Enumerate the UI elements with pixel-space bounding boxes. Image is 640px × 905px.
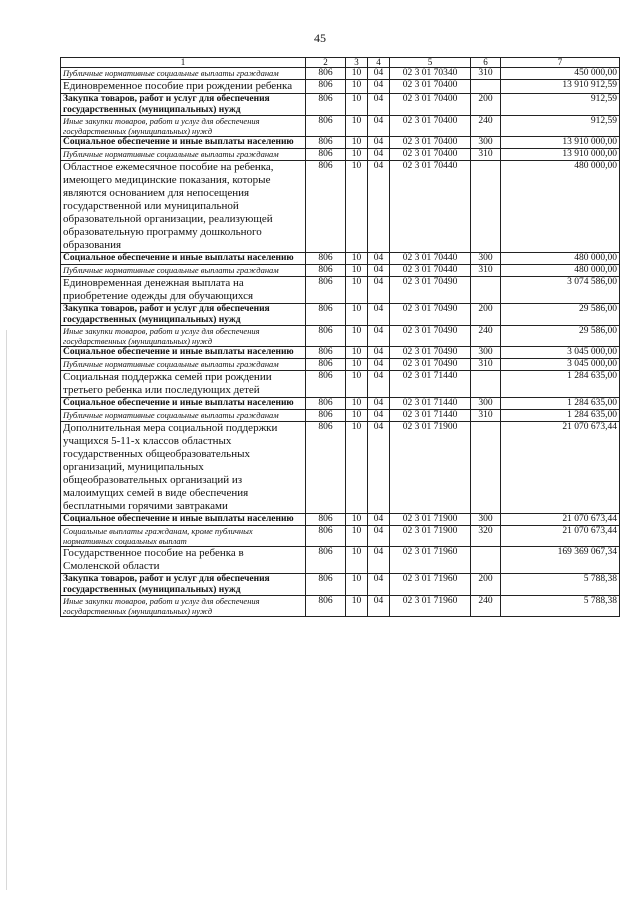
subsection-code: 04 xyxy=(368,596,390,617)
subsection-code: 04 xyxy=(368,514,390,526)
amount: 5 788,38 xyxy=(501,574,620,596)
admin-code: 806 xyxy=(306,596,346,617)
amount: 21 070 673,44 xyxy=(501,422,620,514)
item-name: Социальное обеспечение и иные выплаты населению xyxy=(61,347,306,359)
item-name: Единовременная денежная выплата на приобретение одежды для обучающихся xyxy=(61,277,306,304)
amount: 1 284 635,00 xyxy=(501,410,620,422)
target-article-code: 02 3 01 70440 xyxy=(390,253,471,265)
expense-type-code: 240 xyxy=(471,116,501,137)
amount: 1 284 635,00 xyxy=(501,398,620,410)
amount: 3 045 000,00 xyxy=(501,359,620,371)
amount: 1 284 635,00 xyxy=(501,371,620,398)
amount: 912,59 xyxy=(501,116,620,137)
expense-type-code: 310 xyxy=(471,68,501,80)
expense-type-code: 300 xyxy=(471,347,501,359)
admin-code: 806 xyxy=(306,326,346,347)
admin-code: 806 xyxy=(306,410,346,422)
table-row xyxy=(61,68,620,80)
admin-code: 806 xyxy=(306,80,346,94)
admin-code: 806 xyxy=(306,137,346,149)
section-code: 10 xyxy=(346,371,368,398)
target-article-code: 02 3 01 70400 xyxy=(390,80,471,94)
item-name: Публичные нормативные социальные выплаты гражданам xyxy=(61,68,306,80)
item-name: Дополнительная мера социальной поддержки учащихся 5-11-х классов областных государственных общеобразовательных организаций, муниципальных общеобразовательных организаций из малоимущих семей в виде обеспечения бесплатными горячими завтраками xyxy=(61,422,306,514)
subsection-code: 04 xyxy=(368,137,390,149)
item-name: Закупка товаров, работ и услуг для обеспечения государственных (муниципальных) нужд xyxy=(61,304,306,326)
target-article-code: 02 3 01 70340 xyxy=(390,68,471,80)
admin-code: 806 xyxy=(306,304,346,326)
expense-type-code xyxy=(471,547,501,574)
target-article-code: 02 3 01 70490 xyxy=(390,304,471,326)
amount: 21 070 673,44 xyxy=(501,526,620,547)
section-code: 10 xyxy=(346,161,368,253)
admin-code: 806 xyxy=(306,149,346,161)
item-name: Публичные нормативные социальные выплаты гражданам xyxy=(61,410,306,422)
target-article-code: 02 3 01 70400 xyxy=(390,149,471,161)
section-code: 10 xyxy=(346,116,368,137)
amount: 480 000,00 xyxy=(501,265,620,277)
table-row xyxy=(61,547,620,574)
subsection-code: 04 xyxy=(368,371,390,398)
admin-code: 806 xyxy=(306,161,346,253)
section-code: 10 xyxy=(346,398,368,410)
amount: 3 074 586,00 xyxy=(501,277,620,304)
target-article-code: 02 3 01 70490 xyxy=(390,347,471,359)
table-row xyxy=(61,116,620,137)
amount: 13 910 000,00 xyxy=(501,149,620,161)
amount: 450 000,00 xyxy=(501,68,620,80)
item-name: Иные закупки товаров, работ и услуг для обеспечения государственных (муниципальных) нужд xyxy=(61,596,306,617)
column-header: 2 xyxy=(306,58,346,68)
table-row xyxy=(61,410,620,422)
expense-type-code: 300 xyxy=(471,137,501,149)
item-name: Публичные нормативные социальные выплаты гражданам xyxy=(61,359,306,371)
target-article-code: 02 3 01 71900 xyxy=(390,526,471,547)
section-code: 10 xyxy=(346,514,368,526)
admin-code: 806 xyxy=(306,422,346,514)
section-code: 10 xyxy=(346,68,368,80)
expense-type-code: 240 xyxy=(471,326,501,347)
section-code: 10 xyxy=(346,359,368,371)
target-article-code: 02 3 01 71960 xyxy=(390,596,471,617)
expense-type-code: 200 xyxy=(471,574,501,596)
admin-code: 806 xyxy=(306,547,346,574)
table-row xyxy=(61,514,620,526)
expense-type-code: 310 xyxy=(471,265,501,277)
scan-edge-line xyxy=(6,330,7,890)
subsection-code: 04 xyxy=(368,80,390,94)
item-name: Закупка товаров, работ и услуг для обеспечения государственных (муниципальных) нужд xyxy=(61,94,306,116)
subsection-code: 04 xyxy=(368,574,390,596)
subsection-code: 04 xyxy=(368,398,390,410)
table-row xyxy=(61,359,620,371)
section-code: 10 xyxy=(346,304,368,326)
amount: 5 788,38 xyxy=(501,596,620,617)
item-name: Социальные выплаты гражданам, кроме публичных нормативных социальных выплат xyxy=(61,526,306,547)
header-row xyxy=(61,58,620,68)
section-code: 10 xyxy=(346,253,368,265)
target-article-code: 02 3 01 71900 xyxy=(390,422,471,514)
column-header: 4 xyxy=(368,58,390,68)
table-row xyxy=(61,137,620,149)
budget-table xyxy=(60,57,620,617)
target-article-code: 02 3 01 70400 xyxy=(390,94,471,116)
section-code: 10 xyxy=(346,149,368,161)
section-code: 10 xyxy=(346,526,368,547)
item-name: Социальное обеспечение и иные выплаты населению xyxy=(61,398,306,410)
target-article-code: 02 3 01 71960 xyxy=(390,547,471,574)
expense-type-code: 310 xyxy=(471,359,501,371)
section-code: 10 xyxy=(346,277,368,304)
item-name: Единовременное пособие при рождении ребенка xyxy=(61,80,306,94)
table-row xyxy=(61,596,620,617)
target-article-code: 02 3 01 71440 xyxy=(390,410,471,422)
amount: 169 369 067,34 xyxy=(501,547,620,574)
subsection-code: 04 xyxy=(368,116,390,137)
table-row xyxy=(61,161,620,253)
subsection-code: 04 xyxy=(368,265,390,277)
table-row xyxy=(61,94,620,116)
amount: 29 586,00 xyxy=(501,304,620,326)
section-code: 10 xyxy=(346,265,368,277)
item-name: Социальное обеспечение и иные выплаты населению xyxy=(61,514,306,526)
section-code: 10 xyxy=(346,547,368,574)
admin-code: 806 xyxy=(306,398,346,410)
amount: 21 070 673,44 xyxy=(501,514,620,526)
item-name: Публичные нормативные социальные выплаты гражданам xyxy=(61,149,306,161)
admin-code: 806 xyxy=(306,277,346,304)
admin-code: 806 xyxy=(306,253,346,265)
expense-type-code: 240 xyxy=(471,596,501,617)
section-code: 10 xyxy=(346,410,368,422)
amount: 3 045 000,00 xyxy=(501,347,620,359)
table-row xyxy=(61,304,620,326)
table-row xyxy=(61,80,620,94)
subsection-code: 04 xyxy=(368,359,390,371)
subsection-code: 04 xyxy=(368,547,390,574)
item-name: Социальная поддержка семей при рождении третьего ребенка или последующих детей xyxy=(61,371,306,398)
table-row xyxy=(61,371,620,398)
admin-code: 806 xyxy=(306,526,346,547)
section-code: 10 xyxy=(346,596,368,617)
column-header: 6 xyxy=(471,58,501,68)
subsection-code: 04 xyxy=(368,422,390,514)
table-row xyxy=(61,422,620,514)
expense-type-code: 310 xyxy=(471,410,501,422)
item-name: Социальное обеспечение и иные выплаты населению xyxy=(61,137,306,149)
section-code: 10 xyxy=(346,80,368,94)
expense-type-code: 300 xyxy=(471,398,501,410)
section-code: 10 xyxy=(346,94,368,116)
table-row xyxy=(61,253,620,265)
expense-type-code: 200 xyxy=(471,304,501,326)
expense-type-code xyxy=(471,371,501,398)
item-name: Публичные нормативные социальные выплаты гражданам xyxy=(61,265,306,277)
expense-type-code: 300 xyxy=(471,253,501,265)
subsection-code: 04 xyxy=(368,410,390,422)
item-name: Иные закупки товаров, работ и услуг для обеспечения государственных (муниципальных) нужд xyxy=(61,326,306,347)
target-article-code: 02 3 01 70490 xyxy=(390,359,471,371)
amount: 480 000,00 xyxy=(501,161,620,253)
target-article-code: 02 3 01 70440 xyxy=(390,265,471,277)
subsection-code: 04 xyxy=(368,526,390,547)
amount: 480 000,00 xyxy=(501,253,620,265)
column-header: 3 xyxy=(346,58,368,68)
target-article-code: 02 3 01 70490 xyxy=(390,326,471,347)
admin-code: 806 xyxy=(306,347,346,359)
section-code: 10 xyxy=(346,347,368,359)
expense-type-code xyxy=(471,80,501,94)
subsection-code: 04 xyxy=(368,277,390,304)
item-name: Закупка товаров, работ и услуг для обеспечения государственных (муниципальных) нужд xyxy=(61,574,306,596)
section-code: 10 xyxy=(346,137,368,149)
table-row xyxy=(61,265,620,277)
column-header: 7 xyxy=(501,58,620,68)
target-article-code: 02 3 01 70400 xyxy=(390,116,471,137)
table-row xyxy=(61,326,620,347)
item-name: Областное ежемесячное пособие на ребенка, имеющего медицинские показания, которые являются основанием для непосещения государственной или муниципальной образовательной организации, реализующей образовательную программу дошкольного образования xyxy=(61,161,306,253)
table-row xyxy=(61,347,620,359)
table-row xyxy=(61,277,620,304)
table-row xyxy=(61,398,620,410)
table-row xyxy=(61,574,620,596)
admin-code: 806 xyxy=(306,116,346,137)
admin-code: 806 xyxy=(306,68,346,80)
admin-code: 806 xyxy=(306,359,346,371)
column-header: 5 xyxy=(390,58,471,68)
admin-code: 806 xyxy=(306,514,346,526)
expense-type-code xyxy=(471,277,501,304)
expense-type-code xyxy=(471,422,501,514)
admin-code: 806 xyxy=(306,94,346,116)
target-article-code: 02 3 01 71440 xyxy=(390,371,471,398)
expense-type-code: 310 xyxy=(471,149,501,161)
amount: 29 586,00 xyxy=(501,326,620,347)
target-article-code: 02 3 01 71440 xyxy=(390,398,471,410)
page-number: 45 xyxy=(314,31,326,45)
subsection-code: 04 xyxy=(368,149,390,161)
table-body xyxy=(61,58,620,617)
item-name: Иные закупки товаров, работ и услуг для обеспечения государственных (муниципальных) нужд xyxy=(61,116,306,137)
expense-type-code xyxy=(471,161,501,253)
subsection-code: 04 xyxy=(368,94,390,116)
target-article-code: 02 3 01 71960 xyxy=(390,574,471,596)
expense-type-code: 200 xyxy=(471,94,501,116)
target-article-code: 02 3 01 70490 xyxy=(390,277,471,304)
item-name: Социальное обеспечение и иные выплаты населению xyxy=(61,253,306,265)
section-code: 10 xyxy=(346,574,368,596)
admin-code: 806 xyxy=(306,574,346,596)
target-article-code: 02 3 01 70440 xyxy=(390,161,471,253)
section-code: 10 xyxy=(346,422,368,514)
expense-type-code: 300 xyxy=(471,514,501,526)
amount: 13 910 000,00 xyxy=(501,137,620,149)
target-article-code: 02 3 01 71900 xyxy=(390,514,471,526)
subsection-code: 04 xyxy=(368,253,390,265)
amount: 912,59 xyxy=(501,94,620,116)
subsection-code: 04 xyxy=(368,326,390,347)
table-row xyxy=(61,149,620,161)
subsection-code: 04 xyxy=(368,161,390,253)
subsection-code: 04 xyxy=(368,304,390,326)
table-row xyxy=(61,526,620,547)
admin-code: 806 xyxy=(306,371,346,398)
column-header: 1 xyxy=(61,58,306,68)
target-article-code: 02 3 01 70400 xyxy=(390,137,471,149)
section-code: 10 xyxy=(346,326,368,347)
expense-type-code: 320 xyxy=(471,526,501,547)
amount: 13 910 912,59 xyxy=(501,80,620,94)
admin-code: 806 xyxy=(306,265,346,277)
subsection-code: 04 xyxy=(368,347,390,359)
subsection-code: 04 xyxy=(368,68,390,80)
item-name: Государственное пособие на ребенка в Смоленской области xyxy=(61,547,306,574)
